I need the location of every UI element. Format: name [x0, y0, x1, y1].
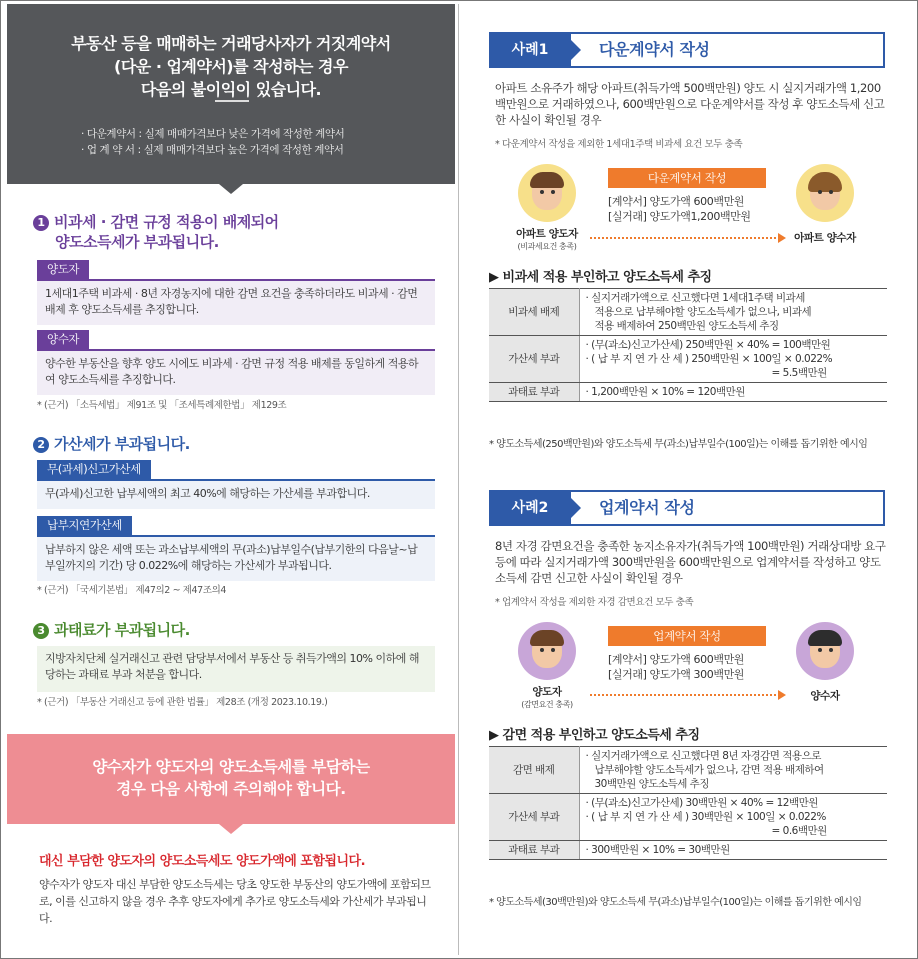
table-row — [489, 794, 887, 841]
case2-footnote: * 양도소득세(30백만원)와 양도소득세 무(과소)납부일수(100일)는 이해를 돕기위한 예시임 — [489, 897, 862, 908]
warning-line-1: 양수자가 양도자의 양도소득세를 부담하는 — [92, 758, 370, 776]
case2-buyer-label: 양수자 — [810, 690, 840, 702]
section2-title-text: 가산세가 부과됩니다. — [54, 435, 190, 453]
section3-title — [33, 620, 190, 640]
tag-buyer: 양수자 — [37, 330, 89, 349]
row-head: 가산세 부과 — [489, 336, 579, 383]
case1-subhead: ▶ 비과세 적용 부인하고 양도소득세 추징 — [489, 270, 712, 285]
left-column — [7, 4, 455, 955]
row-head: 과태료 부과 — [489, 383, 579, 402]
included-in-price-title: 대신 부담한 양도자의 양도소득세도 양도가액에 포함됩니다. — [39, 854, 366, 869]
section2-number: 2 — [33, 437, 49, 453]
fine-box: 지방자치단체 실거래신고 관련 담당부서에서 부동산 등 취득가액의 10% 이하에 해당하는 과태료 부과 처분을 합니다. — [37, 646, 435, 692]
case1-description: 아파트 소유주가 해당 아파트(취득가액 500백만원) 양도 시 실지거래가액 1,200백만원으로 거래하였으나, 600백만원으로 다운계약서를 작성 후 양도소득세 신고한 사실이 확인될 경우 — [495, 81, 885, 127]
section3-number: 3 — [33, 623, 49, 639]
header-notes — [81, 126, 441, 158]
case1-buyer-label: 아파트 양수자 — [794, 232, 856, 244]
late-payment-penalty-box: 납부하지 않은 세액 또는 과소납부세액의 무(과소)납부일수(납부기한의 다음날~납부일까지의 기간) 당 0.022%에 해당하는 가산세가 부과됩니다. — [37, 535, 435, 581]
section1-title-line1: 비과세 · 감면 규정 적용이 배제되어 — [54, 213, 279, 231]
table-row — [489, 841, 887, 860]
header-line-2: (다운 · 업계약서)를 작성하는 경우 — [114, 57, 348, 76]
apartment-buyer-avatar — [796, 164, 854, 222]
header-underline — [215, 100, 249, 102]
row-content — [579, 336, 887, 383]
case1-contract-label: 다운계약서 작성 — [608, 168, 766, 188]
case2-label: 사례2 — [489, 490, 571, 526]
case2-seller-label — [492, 684, 602, 710]
seller-avatar — [518, 622, 576, 680]
case2-note: * 업계약서 작성을 제외한 자경 감면요건 모두 충족 — [495, 597, 694, 608]
row-head: 가산세 부과 — [489, 794, 579, 841]
table-row — [489, 289, 887, 336]
column-divider — [458, 4, 459, 955]
case2-seller-name: 양도자 — [532, 686, 562, 698]
section1-number: 1 — [33, 215, 49, 231]
row-line: · 실지거래가액으로 신고했다면 1세대1주택 비과세 — [585, 292, 805, 304]
case1-header — [489, 32, 885, 68]
case1-deal-actual: [실거래] 양도가액1,200백만원 — [608, 210, 751, 223]
case1-seller-label — [492, 226, 602, 252]
row-line: · 실지거래가액으로 신고했다면 8년 자경감면 적용으로 — [585, 750, 821, 762]
tag-late-payment-penalty: 납부지연가산세 — [37, 516, 132, 535]
case1-label: 사례1 — [489, 32, 571, 68]
header-title — [7, 32, 455, 101]
included-in-price-body: 양수자가 양도자 대신 부담한 양도소득세는 당초 양도한 부동산의 양도가액에 포함되므로, 이를 신고하지 않을 경우 추후 양도자에게 추가로 양도소득세와 가산세가 부과됩니다. — [39, 878, 431, 925]
buyer-avatar — [796, 622, 854, 680]
row-content — [579, 383, 887, 402]
row-line: · ( 납 부 지 연 가 산 세 ) 250백만원 × 100일 × 0.022% — [585, 353, 833, 365]
section2-basis: * (근거) 「국세기본법」 제47의2 ~ 제47조의4 — [37, 585, 227, 596]
row-line: · (무(과소)신고가산세) 250백만원 × 40% = 100백만원 — [585, 339, 831, 351]
warning-title — [7, 756, 455, 800]
case2-seller-sub: (감면요건 충족) — [521, 700, 573, 709]
row-line: = 0.6백만원 — [771, 825, 827, 837]
header-arrow — [219, 184, 243, 194]
row-content — [579, 747, 887, 794]
section3-basis: * (근거) 「부동산 거래신고 등에 관한 법률」 제28조 (개정 2023.10.19.) — [37, 697, 328, 708]
header-line-1: 부동산 등을 매매하는 거래당사자가 거짓계약서 — [71, 34, 391, 53]
table-row — [489, 383, 887, 402]
case2-header — [489, 490, 885, 526]
row-line: 적용으로 납부해야할 양도소득세가 없으나, 비과세 — [594, 306, 812, 318]
row-content — [579, 794, 887, 841]
row-line: 적용 배제하여 250백만원 양도소득세 추징 — [594, 320, 779, 332]
row-head: 과태료 부과 — [489, 841, 579, 860]
warning-arrow — [219, 824, 243, 834]
row-line: · ( 납 부 지 연 가 산 세 ) 30백만원 × 100일 × 0.022% — [585, 811, 826, 823]
case2-title: 업계약서 작성 — [599, 498, 695, 517]
case2-description: 8년 자경 감면요건을 충족한 농지소유자가(취득가액 100백만원) 거래상대방 요구 등에 따라 실지거래가액 300백만원을 600백만원으로 업계약서를 작성하고 양도소득세 감면 신고한 사실이 확인될 경우 — [495, 539, 886, 585]
row-line: · 300백만원 × 10% = 30백만원 — [585, 844, 730, 856]
section1-basis: * (근거) 「소득세법」 제91조 및 「조세특례제한법」 제129조 — [37, 400, 287, 411]
seller-box: 1세대1주택 비과세 · 8년 자경농지에 대한 감면 요건을 충족하더라도 비과세 · 감면 배제 후 양도소득세를 추징합니다. — [37, 279, 435, 325]
tag-no-report-penalty: 무(과세)신고가산세 — [37, 460, 151, 479]
section1-title — [33, 212, 279, 252]
case2-deal-actual: [실거래] 양도가액 300백만원 — [608, 668, 745, 681]
case1-seller-name: 아파트 양도자 — [516, 228, 578, 240]
section3-title-text: 과태료가 부과됩니다. — [54, 621, 190, 639]
case2-subhead: ▶ 감면 적용 부인하고 양도소득세 추징 — [489, 728, 700, 743]
row-line: · 1,200백만원 × 10% = 120백만원 — [585, 386, 745, 398]
row-line: = 5.5백만원 — [771, 367, 827, 379]
case1-table — [489, 288, 887, 402]
row-content — [579, 841, 887, 860]
case1-note: * 다운계약서 작성을 제외한 1세대1주택 비과세 요건 모두 충족 — [495, 139, 743, 150]
section1-title-line2: 양도소득세가 부과됩니다. — [55, 233, 219, 251]
row-line: · (무(과소)신고가산세) 30백만원 × 40% = 12백만원 — [585, 797, 818, 809]
case2-contract-label: 업계약서 작성 — [608, 626, 766, 646]
row-content — [579, 289, 887, 336]
note-down-contract: · 다운계약서 : 실제 매매가격보다 낮은 가격에 작성한 계약서 — [81, 128, 345, 140]
apartment-seller-avatar — [518, 164, 576, 222]
table-row — [489, 336, 887, 383]
case1-footnote: * 양도소득세(250백만원)와 양도소득세 무(과소)납부일수(100일)는 이해를 돕기위한 예시임 — [489, 439, 868, 450]
right-column — [462, 4, 912, 955]
header-line-3: 다음의 불이익이 있습니다. — [140, 80, 322, 99]
case1-transfer-line — [590, 237, 780, 239]
no-report-penalty-box: 무(과세)신고한 납부세액의 최고 40%에 해당하는 가산세를 부과합니다. — [37, 479, 435, 509]
section2-title — [33, 434, 190, 454]
tag-seller: 양도자 — [37, 260, 89, 279]
row-line: 납부해야할 양도소득세가 없으나, 감면 적용 배제하여 — [594, 764, 824, 776]
case2-deal-contract: [계약서] 양도가액 600백만원 — [608, 653, 745, 666]
row-head: 감면 배제 — [489, 747, 579, 794]
row-head: 비과세 배제 — [489, 289, 579, 336]
table-row — [489, 747, 887, 794]
case2-deal-values — [608, 652, 744, 682]
case2-table — [489, 746, 887, 860]
buyer-box: 양수한 부동산을 향후 양도 시에도 비과세 · 감면 규정 적용 배제를 동일하게 적용하여 양도소득세를 추징합니다. — [37, 349, 435, 395]
case1-deal-contract: [계약서] 양도가액 600백만원 — [608, 195, 745, 208]
row-line: 30백만원 양도소득세 추징 — [594, 778, 709, 790]
note-up-contract: · 업 계 약 서 : 실제 매매가격보다 높은 가격에 작성한 계약서 — [81, 144, 344, 156]
case1-title: 다운계약서 작성 — [599, 40, 710, 59]
case2-transfer-line — [590, 694, 780, 696]
case1-deal-values — [608, 194, 751, 224]
warning-line-2: 경우 다음 사항에 주의해야 합니다. — [116, 780, 346, 798]
case1-seller-sub: (비과세요건 충족) — [517, 242, 577, 251]
